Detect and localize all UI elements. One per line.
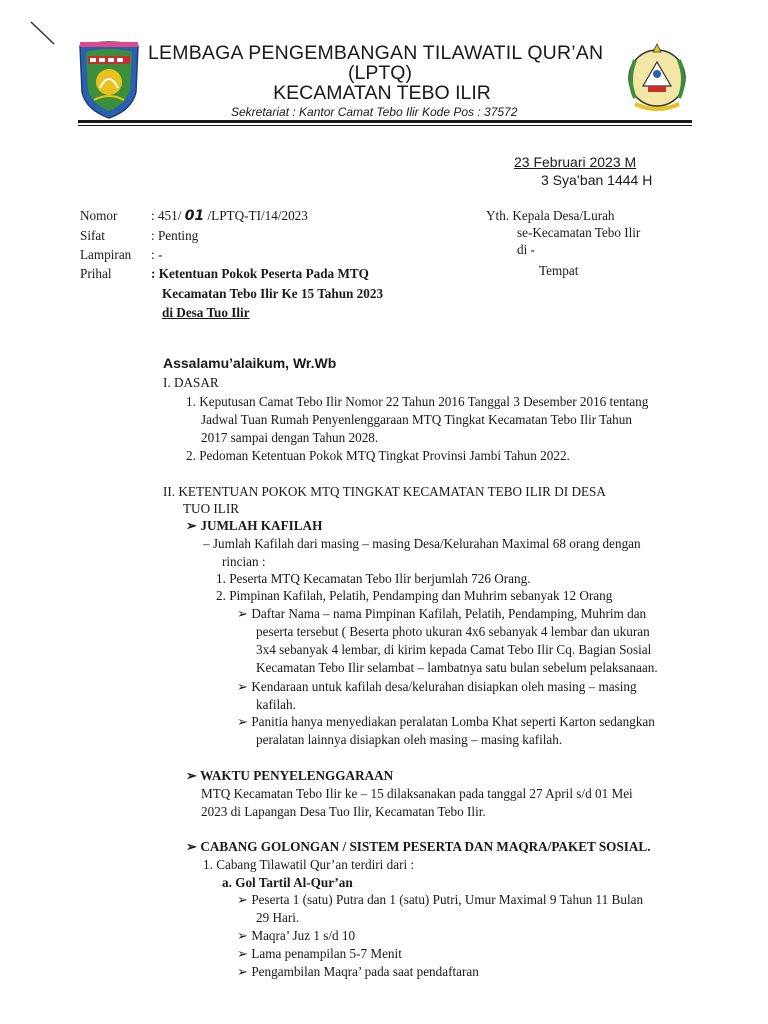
- cabang-bullet1-line1: ➢ Peserta 1 (satu) Putra dan 1 (satu) Putri, Umur Maximal 9 Tahun 11 Bulan: [237, 892, 644, 907]
- cabang-bullet1-line2: 29 Hari.: [256, 910, 300, 925]
- jumlah-dash-line2: rincian :: [222, 554, 266, 569]
- waktu-heading: ➢ WAKTU PENYELENGGARAAN: [186, 768, 394, 783]
- jumlah-bullet1-line4: Kecamatan Tebo Ilir selambat – lambatnya satu bulan sebelum pelaksanaan.: [256, 660, 658, 675]
- cabang-item1: 1. Cabang Tilawatil Qur’an terdiri dari :: [203, 857, 415, 872]
- cabang-bullet3: ➢ Lama penampilan 5-7 Menit: [237, 946, 402, 961]
- jumlah-bullet3-line1: ➢ Panitia hanya menyediakan peralatan Lomba Khat seperti Karton sedangkan: [237, 714, 655, 729]
- recipient-line1: Yth. Kepala Desa/Lurah: [486, 208, 615, 223]
- org-name-line2: (LPTQ): [348, 62, 412, 84]
- prihal-line2: Kecamatan Tebo Ilir Ke 15 Tahun 2023: [162, 286, 384, 301]
- prihal-line3: di Desa Tuo Ilir: [162, 305, 250, 320]
- label-prihal: Prihal: [80, 266, 112, 281]
- jumlah-heading: ➢ JUMLAH KAFILAH: [186, 518, 323, 533]
- jumlah-bullet1-line3: 3x4 sebanyak 4 lembar, di kirim kepada Camat Tebo Ilir Cq. Bagian Sosial: [256, 642, 652, 657]
- waktu-line2: 2023 di Lapangan Desa Tuo Ilir, Kecamatan Tebo Ilir.: [201, 804, 486, 819]
- section2-heading-line2: TUO ILIR: [183, 501, 240, 516]
- section2-heading-line1: II. KETENTUAN POKOK MTQ TINGKAT KECAMATAN TEBO ILIR DI DESA: [163, 484, 606, 499]
- jumlah-bullet1-line2: peserta tersebut ( Beserta photo ukuran 4x6 sebanyak 4 lembar dan ukuran: [256, 624, 650, 639]
- jumlah-bullet1-line1: ➢ Daftar Nama – nama Pimpinan Kafilah, Pelatih, Pendamping, Muhrim dan: [237, 606, 647, 621]
- section1-item2: 2. Pedoman Ketentuan Pokok MTQ Tingkat Provinsi Jambi Tahun 2022.: [186, 448, 570, 463]
- jumlah-bullet2-line2: kafilah.: [256, 697, 296, 712]
- date-gregorian: 23 Februari 2023 M: [514, 154, 637, 170]
- scan-mark: [28, 18, 58, 48]
- jumlah-bullet3-line2: peralatan lainnya disiapkan oleh masing – masing kafilah.: [256, 732, 563, 747]
- header-rule-thin: [78, 125, 692, 126]
- section1-item1-line1: 1. Keputusan Camat Tebo Ilir Nomor 22 Tahun 2016 Tanggal 3 Desember 2016 tentang: [186, 394, 649, 409]
- jumlah-item2: 2. Pimpinan Kafilah, Pelatih, Pendamping dan Muhrim sebanyak 12 Orang: [216, 588, 613, 603]
- nomor-handwritten: 01: [184, 208, 205, 224]
- nomor-suffix: /LPTQ-TI/14/2023: [204, 208, 308, 223]
- org-name-line3: KECAMATAN TEBO ILIR: [273, 82, 491, 104]
- label-sifat: Sifat: [80, 228, 105, 243]
- nomor-value: [151, 207, 308, 225]
- recipient-line4: Tempat: [539, 263, 579, 278]
- header-rule-thick: [78, 120, 692, 123]
- cabang-bullet4: ➢ Pengambilan Maqra’ pada saat pendaftaran: [237, 964, 479, 979]
- jumlah-dash-line1: – Jumlah Kafilah dari masing – masing Desa/Kelurahan Maximal 68 orang dengan: [203, 536, 641, 551]
- org-name-line1: LEMBAGA PENGEMBANGAN TILAWATIL QUR’AN: [148, 42, 604, 64]
- jumlah-item1: 1. Peserta MTQ Kecamatan Tebo Ilir berjumlah 726 Orang.: [216, 571, 531, 586]
- date-hijri: 3 Sya’ban 1444 H: [541, 172, 653, 188]
- section1-item1-line3: 2017 sampai dengan Tahun 2028.: [201, 430, 379, 445]
- section1-heading: I. DASAR: [163, 375, 219, 390]
- prihal-line1: : Ketentuan Pokok Peserta Pada MTQ: [151, 266, 369, 281]
- greeting: Assalamu’alaikum, Wr.Wb: [163, 355, 337, 371]
- section1-item1-line2: Jadwal Tuan Rumah Penyenlenggaraan MTQ Tingkat Kecamatan Tebo Ilir Tahun: [201, 412, 632, 427]
- lampiran-value: : -: [151, 247, 163, 262]
- cabang-sub-a: a. Gol Tartil Al-Qur’an: [222, 875, 353, 890]
- cabang-heading: ➢ CABANG GOLONGAN / SISTEM PESERTA DAN MAQRA/PAKET SOSIAL.: [186, 839, 651, 854]
- org-address: Sekretariat : Kantor Camat Tebo Ilir Kode Pos : 37572: [231, 105, 518, 119]
- label-nomor: Nomor: [80, 208, 118, 223]
- label-lampiran: Lampiran: [80, 247, 132, 262]
- cabang-bullet2: ➢ Maqra’ Juz 1 s/d 10: [237, 928, 356, 943]
- recipient-line3: di -: [517, 242, 535, 257]
- jumlah-bullet2-line1: ➢ Kendaraan untuk kafilah desa/kelurahan disiapkan oleh masing – masing: [237, 679, 637, 694]
- waktu-line1: MTQ Kecamatan Tebo Ilir ke – 15 dilaksanakan pada tanggal 27 April s/d 01 Mei: [201, 786, 633, 801]
- recipient-line2: se-Kecamatan Tebo Ilir: [517, 225, 641, 240]
- nomor-prefix: : 451/: [151, 208, 185, 223]
- sifat-value: : Penting: [151, 228, 199, 243]
